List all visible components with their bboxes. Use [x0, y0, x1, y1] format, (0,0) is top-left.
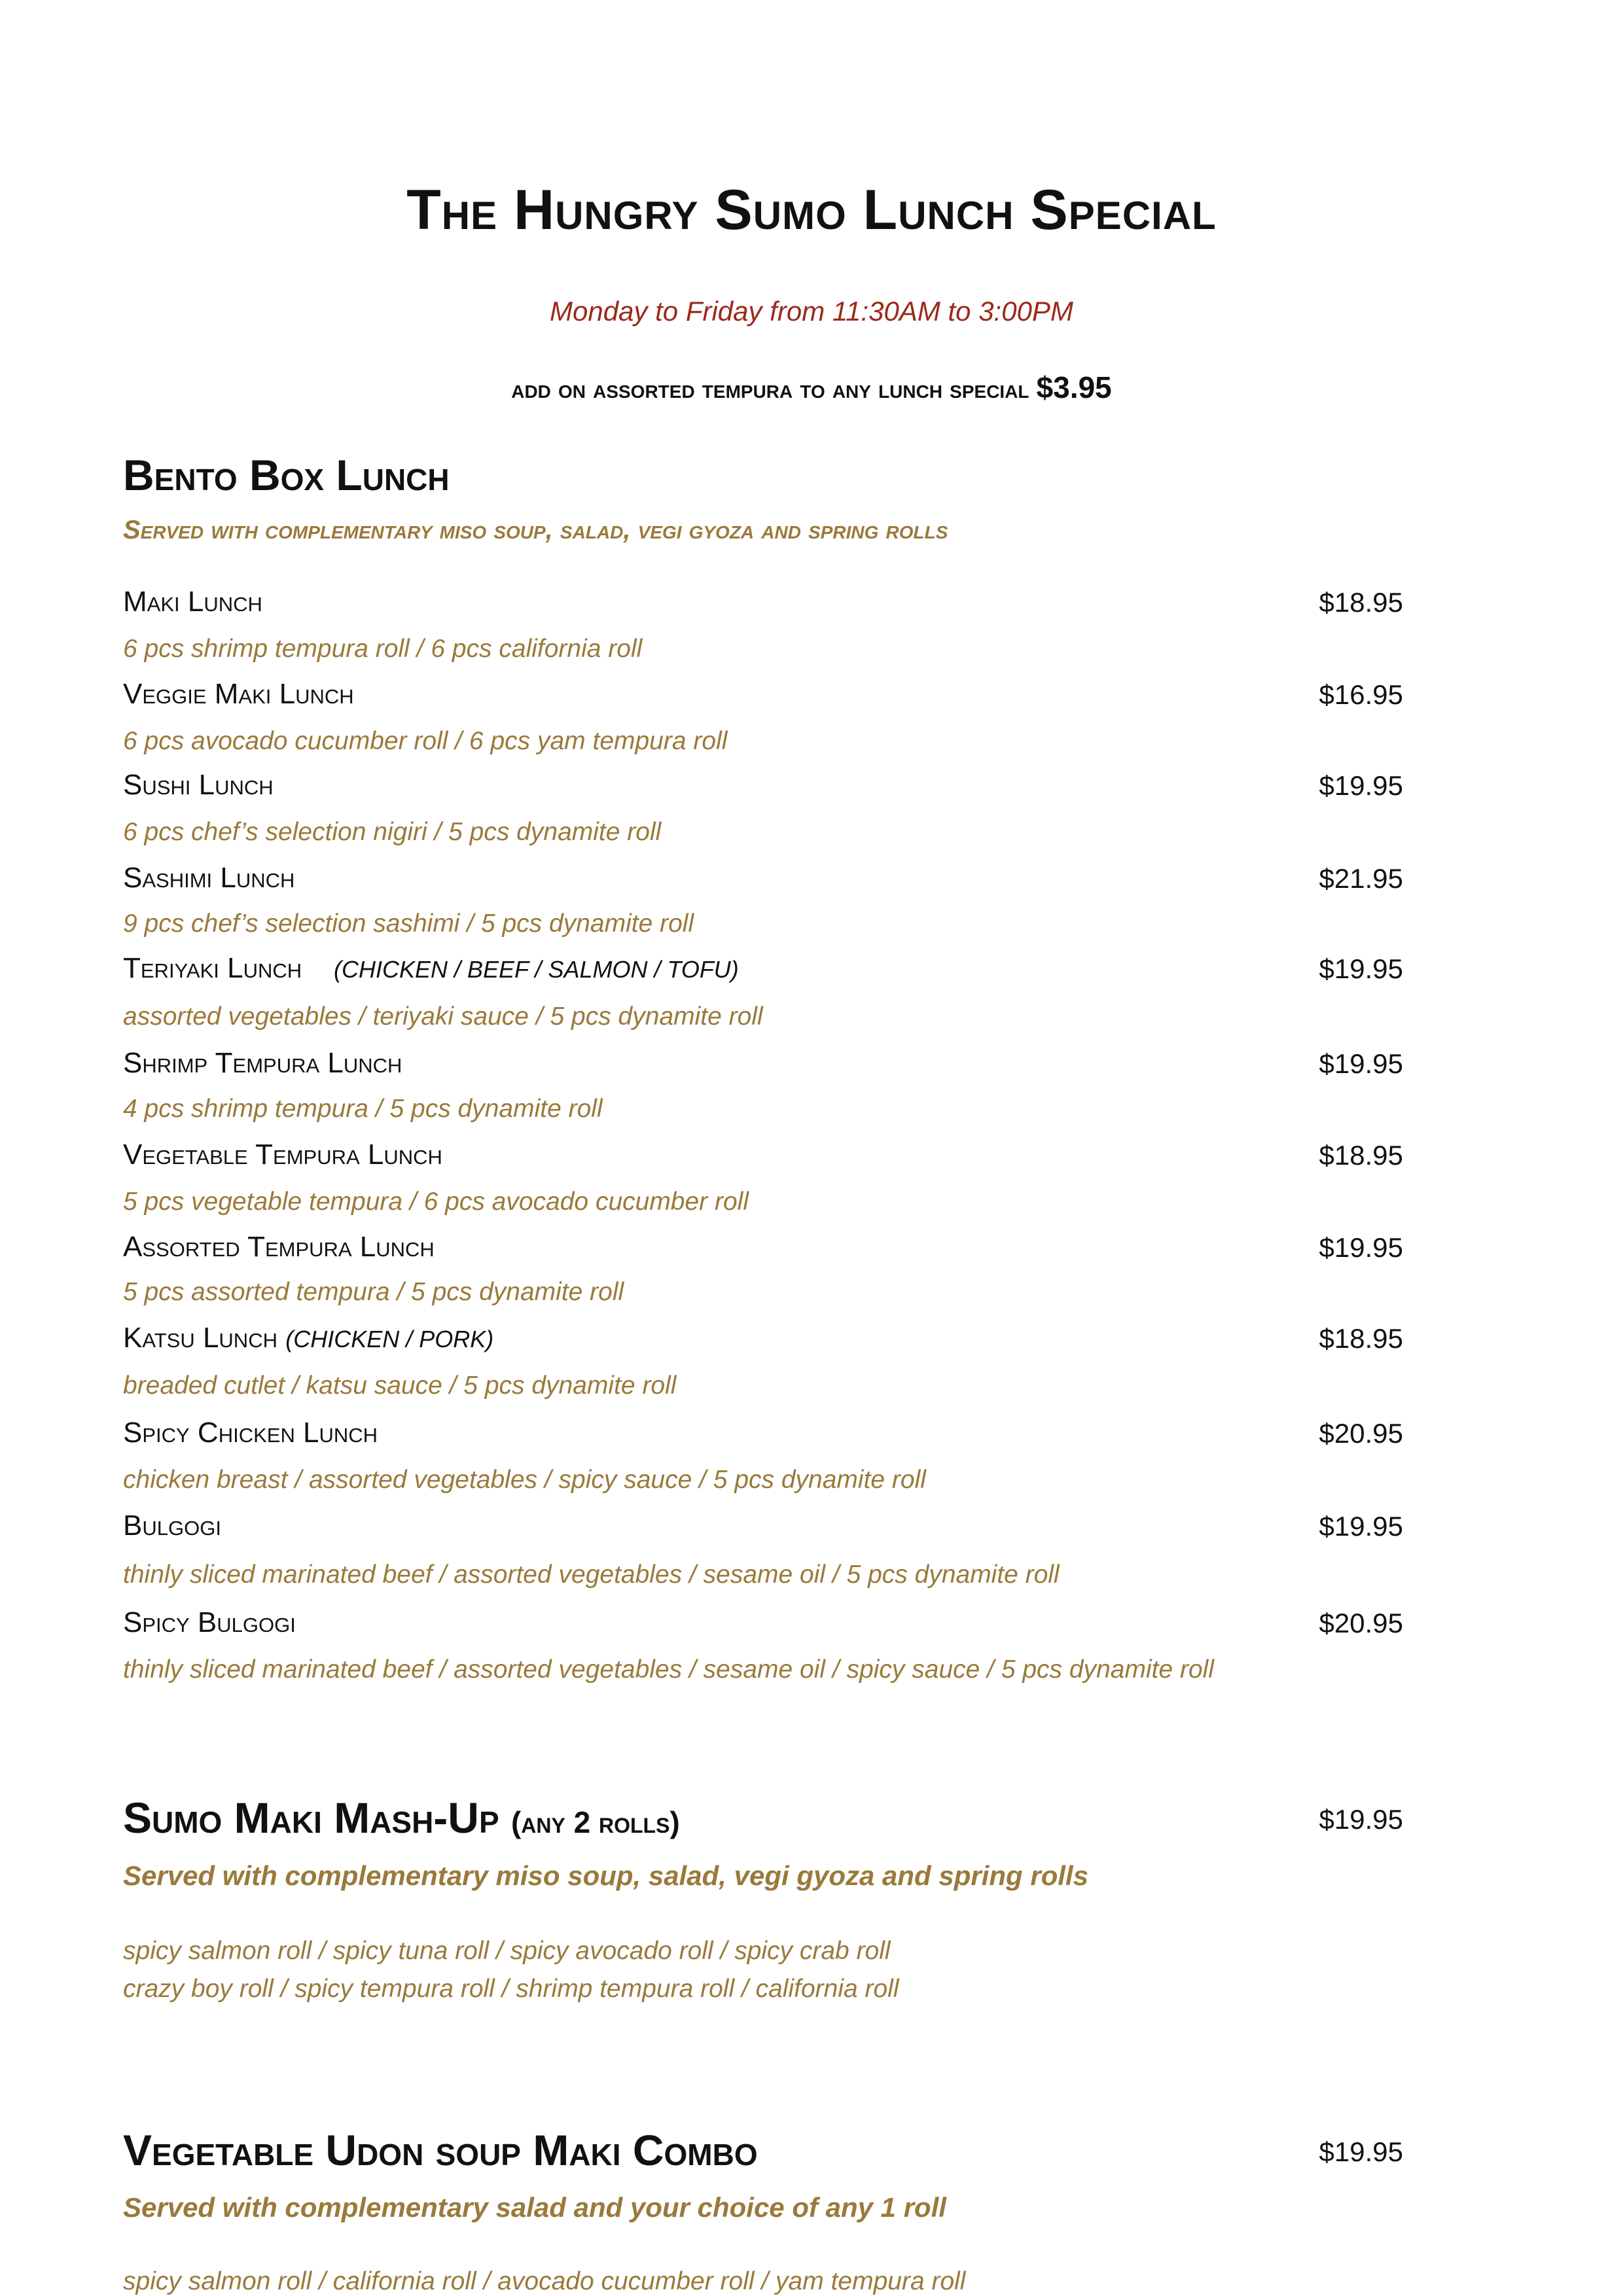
- mashup-section-note: (any 2 rolls): [510, 1805, 680, 1839]
- hours-text: Monday to Friday from 11:30AM to 3:00PM: [550, 296, 1073, 327]
- menu-item-name: Sashimi Lunch: [123, 862, 295, 894]
- menu-item-name: Teriyaki Lunch (CHICKEN / BEEF / SALMON / TOFU): [123, 952, 739, 984]
- addon-text: add on assorted tempura to any lunch special: [511, 375, 1029, 404]
- menu-item-price: $19.95: [1319, 1232, 1403, 1263]
- menu-item-description: 6 pcs shrimp tempura roll / 6 pcs california roll: [123, 635, 643, 663]
- addon-price: $3.95: [1036, 370, 1112, 404]
- udon-roll-options: spicy salmon roll / california roll / avocado cucumber roll / yam tempura roll: [123, 2267, 966, 2295]
- menu-item-name: Vegetable Tempura Lunch: [123, 1139, 442, 1171]
- menu-item-price: $18.95: [1319, 1140, 1403, 1171]
- menu-item-options: (CHICKEN / PORK): [285, 1326, 494, 1352]
- menu-item-name: Bulgogi: [123, 1510, 221, 1542]
- page-title: The Hungry Sumo Lunch Special: [406, 179, 1217, 241]
- menu-item-name: Sushi Lunch: [123, 769, 274, 801]
- mashup-roll-options: crazy boy roll / spicy tempura roll / shrimp tempura roll / california roll: [123, 1975, 899, 2003]
- udon-price: $19.95: [1319, 2136, 1403, 2167]
- menu-item-description: breaded cutlet / katsu sauce / 5 pcs dynamite roll: [123, 1371, 677, 1400]
- menu-item-price: $19.95: [1319, 1048, 1403, 1079]
- menu-item-price: $20.95: [1319, 1418, 1403, 1449]
- menu-item-name: Katsu Lunch (CHICKEN / PORK): [123, 1322, 494, 1354]
- menu-item-price: $19.95: [1319, 1511, 1403, 1542]
- menu-item-price: $19.95: [1319, 953, 1403, 984]
- udon-section-title: Vegetable Udon soup Maki Combo: [123, 2126, 758, 2174]
- menu-item-description: thinly sliced marinated beef / assorted vegetables / sesame oil / spicy sauce / 5 pcs dynamite roll: [123, 1655, 1214, 1684]
- menu-item-description: assorted vegetables / teriyaki sauce / 5 pcs dynamite roll: [123, 1002, 763, 1031]
- addon-line: [0, 370, 1623, 405]
- menu-item-price: $18.95: [1319, 1323, 1403, 1354]
- menu-item-description: 6 pcs avocado cucumber roll / 6 pcs yam tempura roll: [123, 727, 728, 755]
- menu-item-price: $18.95: [1319, 587, 1403, 618]
- menu-item-description: 9 pcs chef’s selection sashimi / 5 pcs dynamite roll: [123, 910, 694, 938]
- menu-item-price: $16.95: [1319, 679, 1403, 710]
- mashup-price: $19.95: [1319, 1804, 1403, 1835]
- menu-item-name: Spicy Bulgogi: [123, 1606, 296, 1638]
- menu-item-name: Shrimp Tempura Lunch: [123, 1047, 402, 1079]
- menu-item-price: $21.95: [1319, 863, 1403, 894]
- menu-item-price: $20.95: [1319, 1608, 1403, 1638]
- menu-item-options: (CHICKEN / BEEF / SALMON / TOFU): [334, 956, 739, 983]
- menu-item-name: Maki Lunch: [123, 586, 262, 618]
- menu-item-name: Veggie Maki Lunch: [123, 678, 354, 710]
- menu-item-description: chicken breast / assorted vegetables / spicy sauce / 5 pcs dynamite roll: [123, 1466, 926, 1494]
- menu-item-name: Spicy Chicken Lunch: [123, 1417, 378, 1449]
- menu-item-description: 4 pcs shrimp tempura / 5 pcs dynamite roll: [123, 1095, 603, 1123]
- bento-section-title: Bento Box Lunch: [123, 451, 450, 499]
- menu-item-description: 5 pcs assorted tempura / 5 pcs dynamite roll: [123, 1278, 624, 1306]
- menu-item-description: 5 pcs vegetable tempura / 6 pcs avocado cucumber roll: [123, 1188, 749, 1216]
- bento-section-subtitle: Served with complementary miso soup, salad, vegi gyoza and spring rolls: [123, 516, 948, 544]
- menu-item-description: 6 pcs chef’s selection nigiri / 5 pcs dynamite roll: [123, 818, 662, 846]
- menu-item-description: thinly sliced marinated beef / assorted vegetables / sesame oil / 5 pcs dynamite roll: [123, 1561, 1060, 1589]
- menu-item-price: $19.95: [1319, 770, 1403, 801]
- udon-section-subtitle: Served with complementary salad and your choice of any 1 roll: [123, 2192, 947, 2223]
- mashup-section-subtitle: Served with complementary miso soup, salad, vegi gyoza and spring rolls: [123, 1860, 1089, 1891]
- mashup-section-title: Sumo Maki Mash-Up (any 2 rolls): [123, 1793, 680, 1842]
- mashup-roll-options: spicy salmon roll / spicy tuna roll / spicy avocado roll / spicy crab roll: [123, 1937, 891, 1965]
- menu-item-name: Assorted Tempura Lunch: [123, 1231, 435, 1263]
